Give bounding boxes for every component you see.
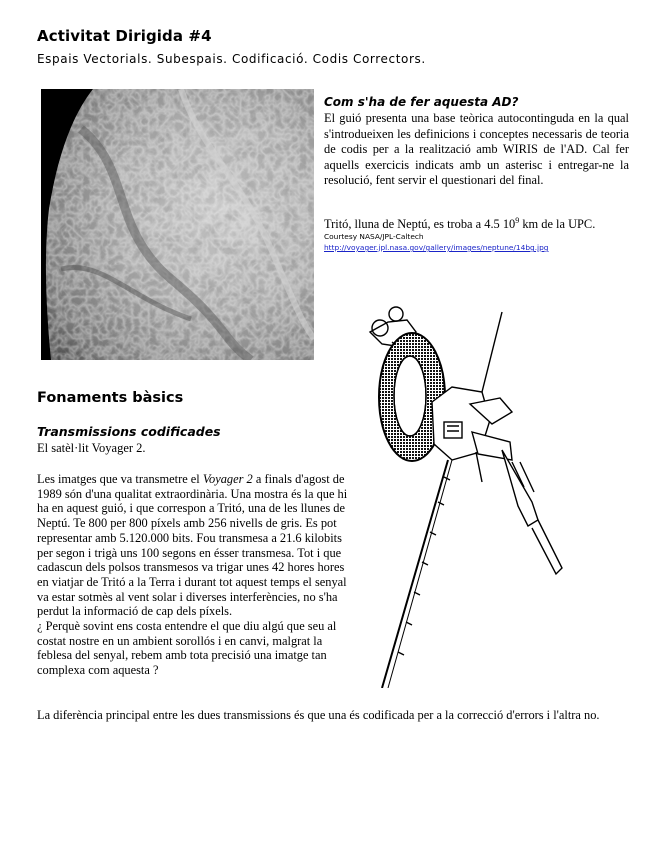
image-credit: Courtesy NASA/JPL-Caltech xyxy=(324,232,424,241)
document-title: Activitat Dirigida #4 xyxy=(37,27,212,45)
conclusion-sentence: La diferència principal entre les dues transmissions és que una és codificada per a la correcció d'errors i l'altra no. xyxy=(37,708,600,722)
story-paragraph: Les imatges que va transmetre el Voyager 2 a finals d'agost de 1989 són d'una qualitat extraordinària. Una mostra és la que hi ha en aquest guió, i que correspon a Tritó, una de les llunes de Neptú. Te 800 per 800 píxels amb 256 nivells de gris. Es pot representar amb 5.120.000 bits. Fou transmesa a 21.6 kilobits per segon i trigà uns 100 segons en ésser transmesa. Tot i que cadascun dels polsos transmesos va trigar unes 42 hores hores en viatjar de Tritó a la Terra i durant tot aquest temps el senyal va estar sotmès al vent solar i diverses interferències, no s'ha perdut la informació de cap dels píxels. xyxy=(37,472,348,619)
satellite-caption: El satèl·lit Voyager 2. xyxy=(37,441,146,455)
caption-exponent: 9 xyxy=(515,216,520,225)
section-heading: Fonaments bàsics xyxy=(37,390,184,406)
howto-heading: Com s'ha de fer aquesta AD? xyxy=(324,95,519,109)
voyager-story xyxy=(37,472,349,678)
story-question: ¿ Perquè sovint ens costa entendre el que diu algú que seu al costat nostre en un ambient sorollós i en canvi, malgrat la feblesa del senyal, rebem amb tota precisió una imatge tan complexa com aquesta ? xyxy=(37,619,337,678)
subsection-heading: Transmissions codificades xyxy=(37,424,221,439)
figure-caption xyxy=(324,216,595,232)
caption-unit: km de la UPC. xyxy=(519,217,596,232)
caption-text: Tritó, lluna de Neptú, es troba a 4.5 10 xyxy=(324,217,516,232)
image-source-link[interactable]: http://voyager.jpl.nasa.gov/gallery/images/neptune/14bg.jpg xyxy=(324,243,549,252)
voyager-spacecraft-drawing xyxy=(352,292,567,688)
triton-photo xyxy=(41,89,314,360)
voyager-name: Voyager 2 xyxy=(202,472,253,486)
document-subtitle: Espais Vectorials. Subespais. Codificació. Codis Correctors. xyxy=(37,52,426,66)
howto-paragraph: El guió presenta una base teòrica autocontinguda en la qual s'introdueixen les definicions i conceptes necessaris de teoria de codis per a la realització amb WIRIS de l'AD. Cal fer aquells exercicis indicats amb un asterisc i entregar-ne la resolució, fent servir el questionari del final. xyxy=(324,111,629,188)
